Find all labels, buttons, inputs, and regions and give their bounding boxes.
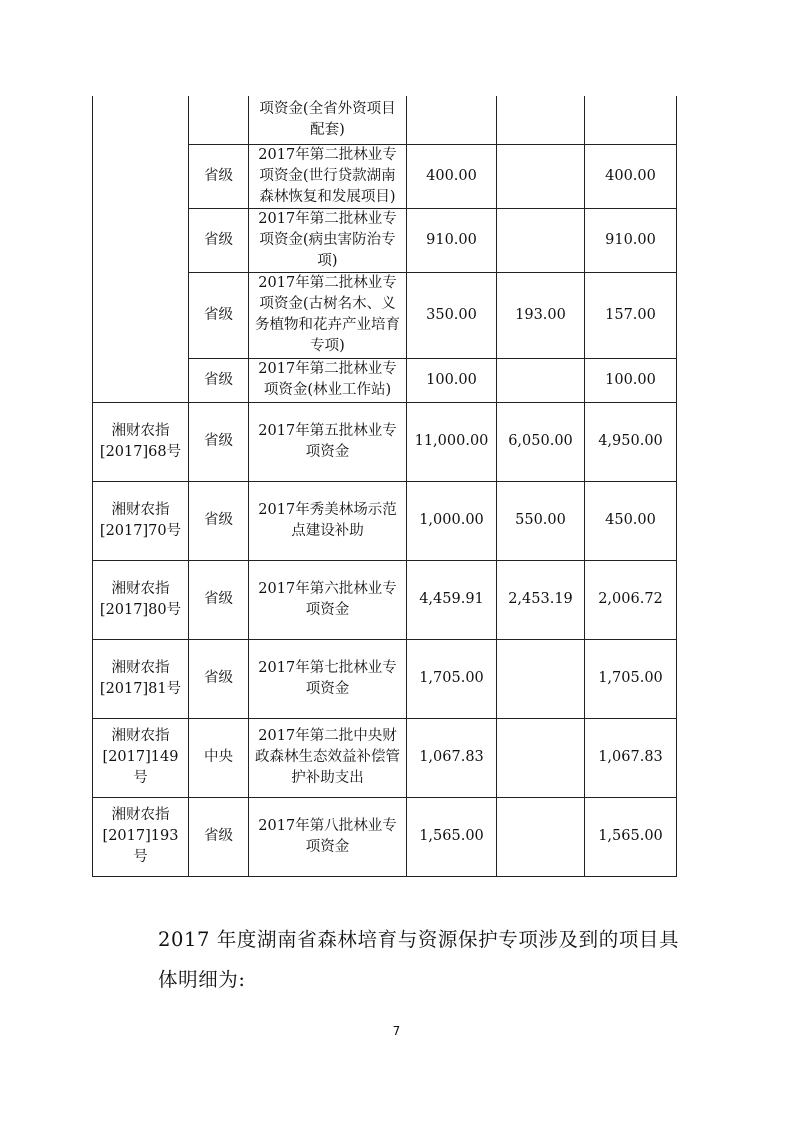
body-paragraph bbox=[108, 920, 688, 1000]
amount-cell-3: 100.00 bbox=[585, 358, 677, 402]
level-cell: 中央 bbox=[189, 718, 249, 797]
amount-cell-2 bbox=[497, 144, 585, 208]
amount-cell-2: 550.00 bbox=[497, 481, 585, 560]
amount-cell-3: 2,006.72 bbox=[585, 560, 677, 639]
project-cell: 2017年第八批林业专项资金 bbox=[249, 797, 407, 876]
table-row bbox=[93, 402, 677, 481]
amount-cell-2: 193.00 bbox=[497, 272, 585, 358]
amount-cell-3: 1,565.00 bbox=[585, 797, 677, 876]
project-cell: 2017年第六批林业专项资金 bbox=[249, 560, 407, 639]
amount-cell-2 bbox=[497, 358, 585, 402]
level-cell: 省级 bbox=[189, 560, 249, 639]
amount-cell-3 bbox=[585, 96, 677, 144]
amount-cell-3: 1,067.83 bbox=[585, 718, 677, 797]
project-cell: 2017年第七批林业专项资金 bbox=[249, 639, 407, 718]
doc-cell: 湘财农指[2017]193号 bbox=[93, 797, 189, 876]
level-cell: 省级 bbox=[189, 272, 249, 358]
doc-cell: 湘财农指[2017]149号 bbox=[93, 718, 189, 797]
total-cell: 1,565.00 bbox=[407, 797, 497, 876]
level-cell bbox=[189, 96, 249, 144]
level-cell: 省级 bbox=[189, 481, 249, 560]
amount-cell-2 bbox=[497, 718, 585, 797]
total-cell: 11,000.00 bbox=[407, 402, 497, 481]
paragraph-line-2: 体明细为: bbox=[158, 968, 246, 991]
amount-cell-2 bbox=[497, 208, 585, 272]
project-cell: 2017年第二批林业专项资金(林业工作站) bbox=[249, 358, 407, 402]
level-cell: 省级 bbox=[189, 358, 249, 402]
amount-cell-2 bbox=[497, 96, 585, 144]
table-row bbox=[93, 718, 677, 797]
doc-cell: 湘财农指[2017]80号 bbox=[93, 560, 189, 639]
table-row bbox=[93, 639, 677, 718]
paragraph-line-1: 2017 年度湖南省森林培育与资源保护专项涉及到的项目具 bbox=[158, 928, 680, 951]
project-cell: 2017年第二批林业专项资金(世行贷款湖南森林恢复和发展项目) bbox=[249, 144, 407, 208]
level-cell: 省级 bbox=[189, 639, 249, 718]
table-row bbox=[93, 797, 677, 876]
total-cell bbox=[407, 96, 497, 144]
level-cell: 省级 bbox=[189, 208, 249, 272]
page-number: 7 bbox=[392, 1024, 401, 1038]
project-cell: 2017年第五批林业专项资金 bbox=[249, 402, 407, 481]
table-row bbox=[93, 96, 677, 144]
amount-cell-2 bbox=[497, 639, 585, 718]
amount-cell-2: 6,050.00 bbox=[497, 402, 585, 481]
project-cell: 项资金(全省外资项目配套) bbox=[249, 96, 407, 144]
amount-cell-3: 400.00 bbox=[585, 144, 677, 208]
amount-cell-3: 450.00 bbox=[585, 481, 677, 560]
amount-cell-2 bbox=[497, 797, 585, 876]
level-cell: 省级 bbox=[189, 144, 249, 208]
funding-table bbox=[92, 96, 677, 877]
project-cell: 2017年秀美林场示范点建设补助 bbox=[249, 481, 407, 560]
level-cell: 省级 bbox=[189, 797, 249, 876]
level-cell: 省级 bbox=[189, 402, 249, 481]
total-cell: 400.00 bbox=[407, 144, 497, 208]
total-cell: 350.00 bbox=[407, 272, 497, 358]
doc-cell bbox=[93, 96, 189, 402]
amount-cell-3: 910.00 bbox=[585, 208, 677, 272]
total-cell: 4,459.91 bbox=[407, 560, 497, 639]
amount-cell-3: 4,950.00 bbox=[585, 402, 677, 481]
amount-cell-2: 2,453.19 bbox=[497, 560, 585, 639]
total-cell: 1,000.00 bbox=[407, 481, 497, 560]
amount-cell-3: 1,705.00 bbox=[585, 639, 677, 718]
total-cell: 100.00 bbox=[407, 358, 497, 402]
project-cell: 2017年第二批林业专项资金(古树名木、义务植物和花卉产业培育专项) bbox=[249, 272, 407, 358]
doc-cell: 湘财农指[2017]68号 bbox=[93, 402, 189, 481]
total-cell: 1,705.00 bbox=[407, 639, 497, 718]
total-cell: 910.00 bbox=[407, 208, 497, 272]
doc-cell: 湘财农指[2017]70号 bbox=[93, 481, 189, 560]
amount-cell-3: 157.00 bbox=[585, 272, 677, 358]
project-cell: 2017年第二批中央财政森林生态效益补偿管护补助支出 bbox=[249, 718, 407, 797]
doc-cell: 湘财农指[2017]81号 bbox=[93, 639, 189, 718]
table-row bbox=[93, 560, 677, 639]
table-row bbox=[93, 481, 677, 560]
total-cell: 1,067.83 bbox=[407, 718, 497, 797]
project-cell: 2017年第二批林业专项资金(病虫害防治专项) bbox=[249, 208, 407, 272]
